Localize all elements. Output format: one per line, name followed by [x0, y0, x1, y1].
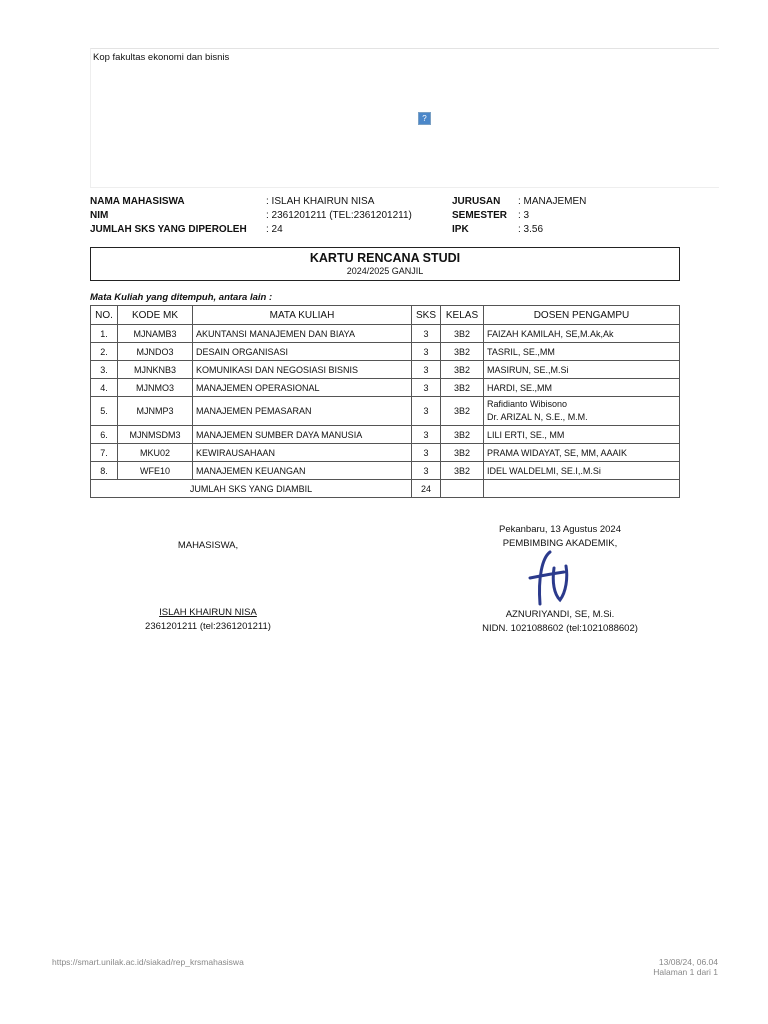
footer-datetime: 13/08/24, 06.04	[658, 957, 718, 967]
footer-meta	[600, 957, 718, 977]
nama-value: : ISLAH KHAIRUN NISA	[266, 196, 375, 207]
card-title: KARTU RENCANA STUDI	[309, 251, 461, 265]
table-total-row	[91, 480, 680, 498]
cell-kelas: 3B2	[441, 426, 484, 444]
nama-label: NAMA MAHASISWA	[90, 196, 185, 207]
empty-cell	[441, 480, 484, 498]
advisor-role: PEMBIMBING AKADEMIK,	[502, 538, 618, 549]
nim-label: NIM	[90, 210, 109, 221]
footer-page: Halaman 1 dari 1	[653, 967, 718, 977]
advisor-id: NIDN. 1021088602 (tel:1021088602)	[482, 623, 638, 634]
cell-sks: 3	[412, 444, 441, 462]
ipk-value: : 3.56	[518, 224, 544, 235]
header-kelas: KELAS	[441, 306, 484, 325]
cell-no: 2.	[91, 343, 118, 361]
cell-mata-kuliah: DESAIN ORGANISASI	[193, 343, 412, 361]
course-table	[90, 305, 680, 498]
cell-dosen	[484, 397, 680, 426]
empty-cell	[484, 480, 680, 498]
cell-kelas: 3B2	[441, 325, 484, 343]
cell-dosen: MASIRUN, SE.,M.Si	[484, 361, 680, 379]
table-header-row	[91, 306, 680, 325]
cell-mata-kuliah: MANAJEMEN PEMASARAN	[193, 397, 412, 426]
advisor-name: AZNURIYANDI, SE, M.Si.	[505, 609, 615, 620]
cell-kelas: 3B2	[441, 444, 484, 462]
jurusan-label: JURUSAN	[452, 196, 501, 207]
sks-obtained-value: : 24	[266, 224, 283, 235]
table-note: Mata Kuliah yang ditempuh, antara lain :	[90, 292, 273, 303]
cell-kode: MJNMO3	[118, 379, 193, 397]
cell-mata-kuliah: KOMUNIKASI DAN NEGOSIASI BISNIS	[193, 361, 412, 379]
cell-dosen: FAIZAH KAMILAH, SE,M.Ak,Ak	[484, 325, 680, 343]
header-sks: SKS	[412, 306, 441, 325]
cell-no: 3.	[91, 361, 118, 379]
student-role: MAHASISWA,	[177, 540, 239, 551]
dosen-line-1: Rafidianto Wibisono	[487, 399, 568, 409]
letterhead-text: Kop fakultas ekonomi dan bisnis	[93, 52, 230, 63]
cell-kode: MJNMP3	[118, 397, 193, 426]
cell-kode: MJNKNB3	[118, 361, 193, 379]
table-row	[91, 343, 680, 361]
jurusan-value: : MANAJEMEN	[518, 196, 587, 207]
cell-mata-kuliah: KEWIRAUSAHAAN	[193, 444, 412, 462]
letterhead-frame	[90, 48, 719, 188]
total-sks-value: 24	[412, 480, 441, 498]
cell-mata-kuliah: MANAJEMEN KEUANGAN	[193, 462, 412, 480]
header-no: NO.	[91, 306, 118, 325]
cell-kelas: 3B2	[441, 462, 484, 480]
cell-dosen: TASRIL, SE.,MM	[484, 343, 680, 361]
cell-sks: 3	[412, 325, 441, 343]
header-mata-kuliah: MATA KULIAH	[193, 306, 412, 325]
cell-no: 6.	[91, 426, 118, 444]
cell-dosen: LILI ERTI, SE., MM	[484, 426, 680, 444]
cell-no: 8.	[91, 462, 118, 480]
cell-sks: 3	[412, 462, 441, 480]
nim-value: : 2361201211 (TEL:2361201211)	[266, 210, 412, 221]
total-sks-label: JUMLAH SKS YANG DIAMBIL	[91, 480, 412, 498]
student-id: 2361201211 (tel:2361201211)	[145, 621, 271, 632]
advisor-signature-icon	[520, 548, 580, 610]
header-kode: KODE MK	[118, 306, 193, 325]
sks-obtained-label: JUMLAH SKS YANG DIPEROLEH	[90, 224, 247, 235]
cell-sks: 3	[412, 426, 441, 444]
semester-label: SEMESTER	[452, 210, 508, 221]
cell-dosen: IDEL WALDELMI, SE.I,.M.Si	[484, 462, 680, 480]
card-subtitle: 2024/2025 GANJIL	[346, 266, 424, 276]
student-name: ISLAH KHAIRUN NISA	[159, 607, 257, 618]
cell-no: 1.	[91, 325, 118, 343]
table-row	[91, 361, 680, 379]
cell-sks: 3	[412, 397, 441, 426]
cell-mata-kuliah: MANAJEMEN OPERASIONAL	[193, 379, 412, 397]
cell-no: 7.	[91, 444, 118, 462]
table-row	[91, 379, 680, 397]
place-date: Pekanbaru, 13 Agustus 2024	[498, 524, 621, 535]
cell-kelas: 3B2	[441, 343, 484, 361]
dosen-line-2: Dr. ARIZAL N, S.E., M.M.	[487, 412, 588, 422]
cell-mata-kuliah: AKUNTANSI MANAJEMEN DAN BIAYA	[193, 325, 412, 343]
semester-value: : 3	[518, 210, 530, 221]
cell-dosen: PRAMA WIDAYAT, SE, MM, AAAIK	[484, 444, 680, 462]
cell-kode: MJNDO3	[118, 343, 193, 361]
table-row	[91, 325, 680, 343]
cell-kode: MJNAMB3	[118, 325, 193, 343]
card-title-box	[90, 247, 680, 281]
cell-dosen: HARDI, SE.,MM	[484, 379, 680, 397]
cell-sks: 3	[412, 379, 441, 397]
cell-kelas: 3B2	[441, 379, 484, 397]
cell-no: 4.	[91, 379, 118, 397]
ipk-label: IPK	[452, 224, 469, 235]
table-row	[91, 444, 680, 462]
table-row	[91, 397, 680, 426]
cell-mata-kuliah: MANAJEMEN SUMBER DAYA MANUSIA	[193, 426, 412, 444]
cell-kelas: 3B2	[441, 397, 484, 426]
cell-kode: WFE10	[118, 462, 193, 480]
cell-sks: 3	[412, 343, 441, 361]
cell-kode: MKU02	[118, 444, 193, 462]
table-row	[91, 426, 680, 444]
table-row	[91, 462, 680, 480]
cell-kelas: 3B2	[441, 361, 484, 379]
cell-sks: 3	[412, 361, 441, 379]
cell-kode: MJNMSDM3	[118, 426, 193, 444]
cell-no: 5.	[91, 397, 118, 426]
header-dosen: DOSEN PENGAMPU	[484, 306, 680, 325]
broken-image-icon: ?	[418, 112, 431, 125]
footer-url: https://smart.unilak.ac.id/siakad/rep_krsmahasiswa	[52, 957, 244, 967]
